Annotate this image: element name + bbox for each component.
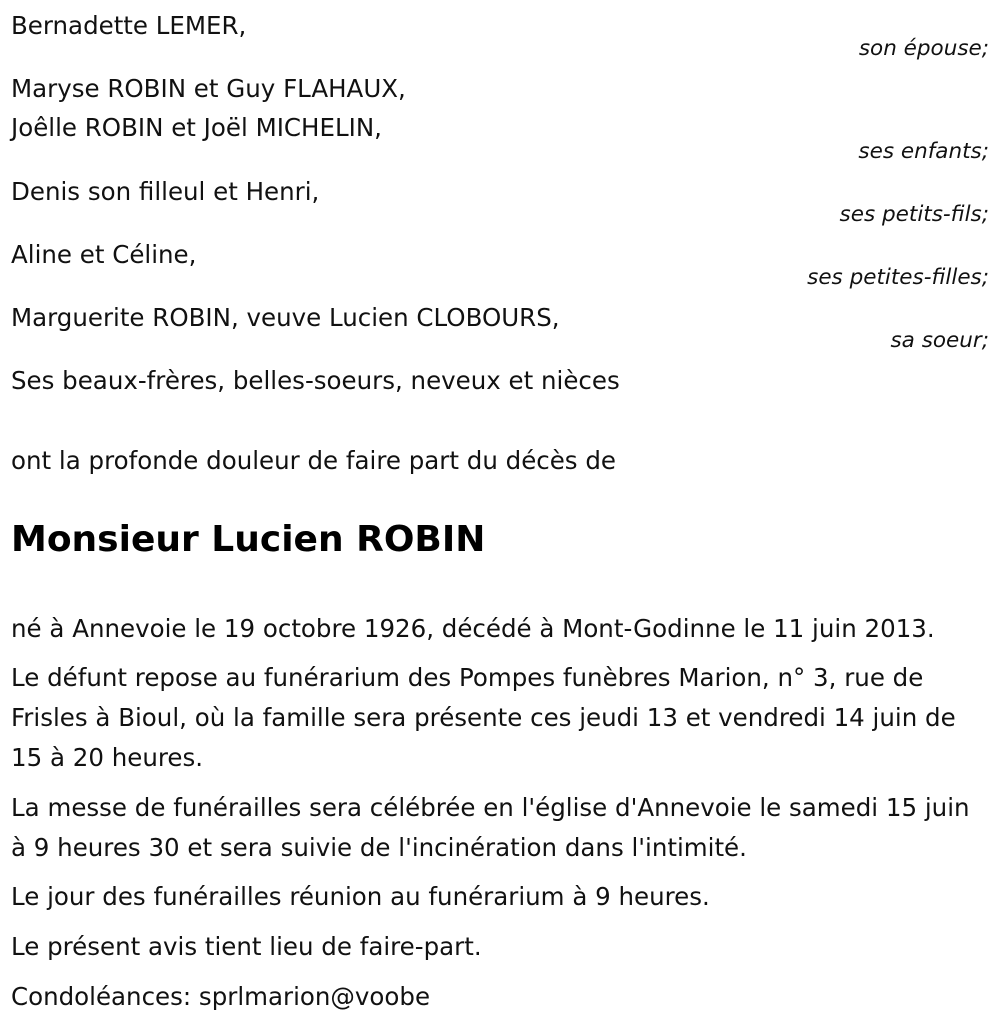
granddaughters-name: Aline et Céline, xyxy=(11,240,197,269)
spouse-role: son épouse; xyxy=(858,36,989,61)
grandsons-role: ses petits-fils; xyxy=(839,202,989,227)
grandsons-name: Denis son filleul et Henri, xyxy=(11,177,320,206)
children-name-2: Joêlle ROBIN et Joël MICHELIN, xyxy=(11,113,382,142)
notice-statement: Le présent avis tient lieu de faire-part. xyxy=(11,932,482,961)
announcement-text: ont la profonde douleur de faire part du décès de xyxy=(11,446,616,475)
obituary-notice xyxy=(11,0,989,1031)
meeting-details: Le jour des funérailles réunion au funérarium à 9 heures. xyxy=(11,882,710,911)
granddaughters-role: ses petites-filles; xyxy=(807,265,989,290)
sister-name: Marguerite ROBIN, veuve Lucien CLOBOURS, xyxy=(11,303,560,332)
children-role: ses enfants; xyxy=(858,139,989,164)
deceased-name: Monsieur Lucien ROBIN xyxy=(11,519,486,560)
mass-details: La messe de funérailles sera célébrée en l'église d'Annevoie le samedi 15 juin à 9 heures 30 et sera suivie de l'incinération dans l'intimité. xyxy=(11,793,970,862)
sister-role: sa soeur; xyxy=(890,328,989,353)
children-name-1: Maryse ROBIN et Guy FLAHAUX, xyxy=(11,74,406,103)
spouse-name: Bernadette LEMER, xyxy=(11,11,247,40)
funerarium-details: Le défunt repose au funérarium des Pompes funèbres Marion, n° 3, rue de Frisles à Bioul, où la famille sera présente ces jeudi 13 et vendredi 14 juin de 15 à 20 heures. xyxy=(11,663,956,772)
condolences-contact: Condoléances: sprlmarion@voobe xyxy=(11,982,431,1011)
birth-death-details: né à Annevoie le 19 octobre 1926, décédé à Mont-Godinne le 11 juin 2013. xyxy=(11,614,935,643)
extended-family: Ses beaux-frères, belles-soeurs, neveux et nièces xyxy=(11,366,620,395)
